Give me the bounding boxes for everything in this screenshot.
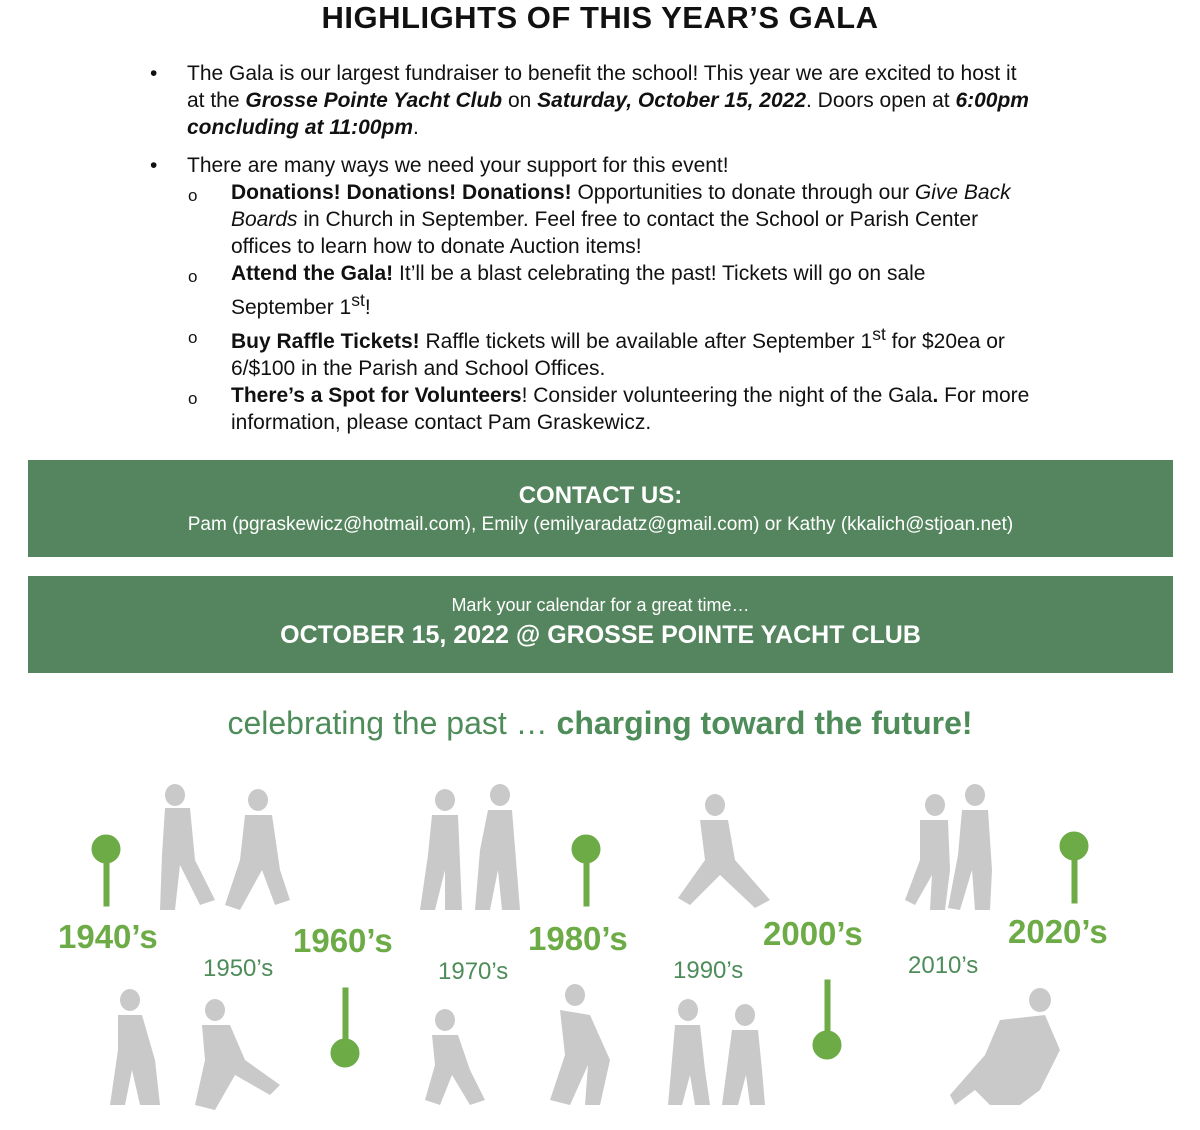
event-date: Saturday, October 15, 2022 <box>537 89 807 112</box>
event-time: 6:00pm concluding at 11:00pm <box>187 89 1029 139</box>
bullet-icon: • <box>150 154 158 177</box>
support-sublist <box>187 179 1030 436</box>
page-title: HIGHLIGHTS OF THIS YEAR’S GALA <box>321 0 879 35</box>
decade-1970: 1970’s <box>438 958 509 985</box>
sub-list-item: o There’s a Spot for Volunteers! Consider volunteering the night of the Gala. For more information, please contact Pam Graskewicz. <box>188 384 1030 434</box>
decade-1990: 1990’s <box>673 957 744 984</box>
sub-list-item: o Attend the Gala! It’ll be a blast celebrating the past! Tickets will go on sale September 1st! <box>188 262 926 319</box>
contact-heading: CONTACT US: <box>518 482 683 509</box>
contact-details: Pam (pgraskewicz@hotmail.com), Emily (emilyaradatz@gmail.com) or Kathy (kkalich@stjoan.net) <box>187 514 1014 535</box>
highlights-list <box>150 60 1030 447</box>
sub-list-item: o Donations! Donations! Donations! Opportunities to donate through our Give Back Boards in Church in September. Feel free to contact the School or Parish Center offices to learn how to donate Auction items! <box>188 181 1011 258</box>
list-item: • The Gala is our largest fundraiser to benefit the school! This year we are excited to host it at the Grosse Pointe Yacht Club on Saturday, October 15, 2022. Doors open at 6:00pm concluding at 11:00pm. <box>150 62 1029 139</box>
calendar-banner <box>28 576 1173 673</box>
decade-2010: 2010’s <box>908 952 979 979</box>
decade-1960: 1960’s <box>293 922 393 959</box>
decade-1950: 1950’s <box>203 955 274 982</box>
list-item: • There are many ways we need your support for this event! o Donations! Donations! Donations! Opportunities to donate through our Give Back Boards in Church in September. Feel free to contact the School or Parish Center offices to learn how to donate Auction items! o Attend the Gala! It’ll be a blast celebrating the past! Tickets will go on sale September 1st! o Buy Raffle Tickets! Raffle tickets will be available after September 1st for $20ea or 6/$100 in the Parish and School Offices. o There’s a Spot for Volunteers! Consider volunteering the night of the Gala. For more information, please contact Pam Graskewicz. <box>150 154 1030 434</box>
calendar-headline: OCTOBER 15, 2022 @ GROSSE POINTE YACHT CLUB <box>280 621 921 649</box>
tagline: celebrating the past … charging toward the future! <box>227 705 973 741</box>
bullet-icon: • <box>150 62 158 85</box>
sub-list-item: o Buy Raffle Tickets! Raffle tickets will be available after September 1st for $20ea or 6/$100 in the Parish and School Offices. <box>188 324 1005 380</box>
decade-1940: 1940’s <box>58 918 158 955</box>
decade-2020: 2020’s <box>1008 913 1108 950</box>
venue-name: Grosse Pointe Yacht Club <box>245 89 503 112</box>
contact-banner <box>28 460 1173 557</box>
decade-1980: 1980’s <box>528 920 628 957</box>
circle-bullet-icon: o <box>188 389 198 408</box>
circle-bullet-icon: o <box>188 267 198 286</box>
decade-2000: 2000’s <box>763 915 863 952</box>
calendar-subtitle: Mark your calendar for a great time… <box>451 595 750 615</box>
circle-bullet-icon: o <box>188 328 198 347</box>
circle-bullet-icon: o <box>188 186 198 205</box>
